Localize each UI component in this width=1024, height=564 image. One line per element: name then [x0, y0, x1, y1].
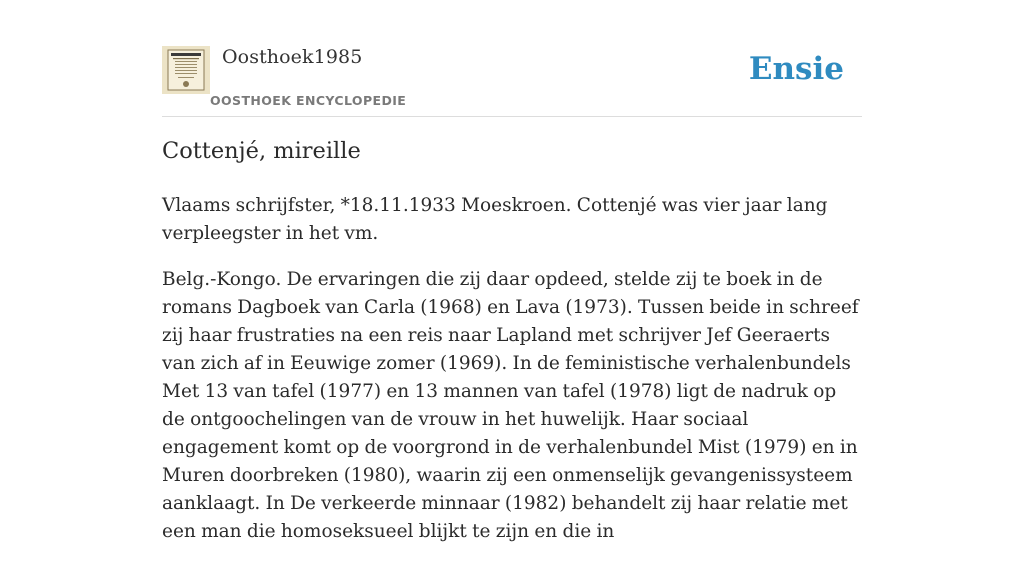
publisher-name[interactable]: OOSTHOEK ENCYCLOPEDIE	[210, 93, 407, 108]
author-avatar[interactable]	[162, 46, 210, 94]
brand-logo[interactable]: Ensie	[748, 51, 844, 87]
site-header	[162, 44, 862, 117]
page-title: Cottenjé, mireille	[162, 138, 361, 164]
article-body	[162, 192, 862, 564]
author-name[interactable]: Oosthoek1985	[222, 46, 363, 68]
paragraph: Belg.-Kongo. De ervaringen die zij daar opdeed, stelde zij te boek in de romans Dagboek van Carla (1968) en Lava (1973). Tussen beide in schreef zij haar frustraties na een reis naar Lapland met schrijver Jef Geeraerts van zich af in Eeuwige zomer (1969). In de feministische verhalenbundels Met 13 van tafel (1977) en 13 mannen van tafel (1978) ligt de nadruk op de ontgoochelingen van de vrouw in het huwelijk. Haar sociaal engagement komt op de voorgrond in de verhalenbundel Mist (1979) en in Muren doorbreken (1980), waarin zij een onmenselijk gevangenissysteem aanklaagt. In De verkeerde minnaar (1982) behandelt zij haar relatie met een man die homoseksueel blijkt te zijn en die in	[162, 269, 859, 542]
paragraph: Vlaams schrijfster, *18.11.1933 Moeskroen. Cottenjé was vier jaar lang verpleegster in het vm.	[162, 195, 828, 244]
book-cover-icon	[162, 46, 210, 94]
